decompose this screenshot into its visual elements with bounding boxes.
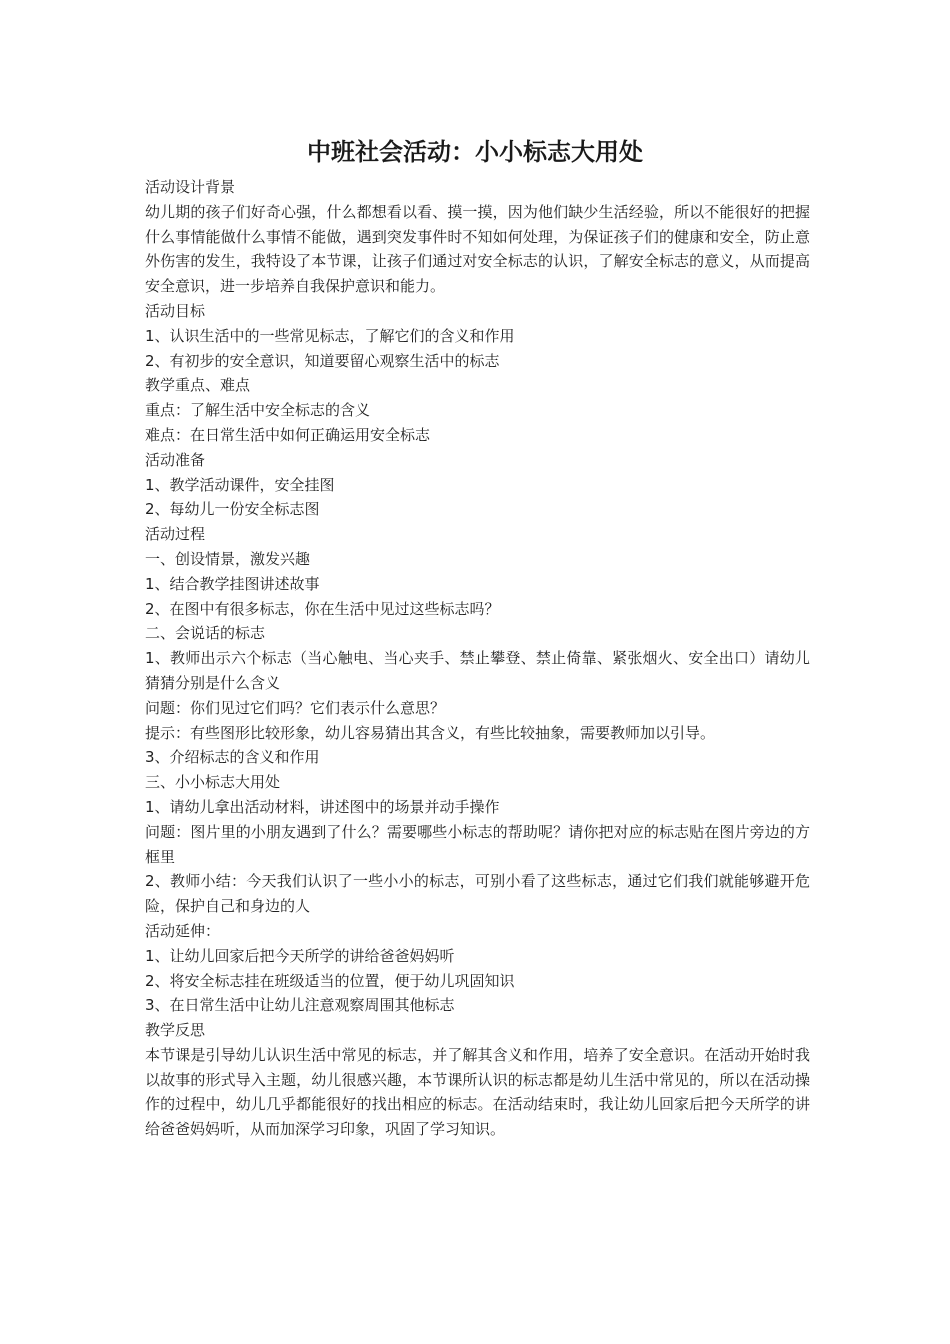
process-item: 1、结合教学挂图讲述故事 bbox=[145, 574, 320, 593]
extension-item: 1、让幼儿回家后把今天所学的讲给爸爸妈妈听 bbox=[145, 946, 455, 965]
preparation-item: 1、教学活动课件，安全挂图 bbox=[145, 475, 335, 494]
goal-item: 1、认识生活中的一些常见标志，了解它们的含义和作用 bbox=[145, 326, 515, 345]
process-item: 1、教师出示六个标志（当心触电、当心夹手、禁止攀登、禁止倚靠、紧张烟火、安全出口）请幼儿猜猜分别是什么含义 bbox=[145, 649, 810, 692]
process-item: 1、请幼儿拿出活动材料，讲述图中的场景并动手操作 bbox=[145, 797, 500, 816]
preparation-item: 2、每幼儿一份安全标志图 bbox=[145, 500, 320, 519]
process-item: 3、介绍标志的含义和作用 bbox=[145, 748, 320, 767]
process-item: 2、在图中有很多标志，你在生活中见过这些标志吗？ bbox=[145, 599, 500, 618]
extension-item: 3、在日常生活中让幼儿注意观察周围其他标志 bbox=[145, 996, 455, 1015]
extension-item: 2、将安全标志挂在班级适当的位置，便于幼儿巩固知识 bbox=[145, 971, 515, 990]
process-question: 问题：图片里的小朋友遇到了什么？需要哪些小标志的帮助呢？请你把对应的标志贴在图片旁边的方框里 bbox=[145, 822, 810, 866]
background-paragraph: 幼儿期的孩子们好奇心强，什么都想看以看、摸一摸，因为他们缺少生活经验，所以不能很好的把握什么事情能做什么事情不能做，遇到突发事件时不知如何处理，为保证孩子们的健康和安全，防止意外伤害的发生，我特设了本节课，让孩子们通过对安全标志的认识，了解安全标志的意义，从而提高安全意识，进一步培养自我保护意识和能力。 bbox=[145, 202, 810, 296]
key-points-heading: 教学重点、难点 bbox=[145, 376, 251, 395]
document-body bbox=[145, 175, 810, 1142]
process-heading: 活动过程 bbox=[145, 525, 206, 544]
reflection-paragraph: 本节课是引导幼儿认识生活中常见的标志，并了解其含义和作用，培养了安全意识。在活动开始时我以故事的形式导入主题，幼儿很感兴趣，本节课所认识的标志都是幼儿生活中常见的，所以在活动操作的过程中，幼儿几乎都能很好的找出相应的标志。在活动结束时，我让幼儿回家后把今天所学的讲给爸爸妈妈听，从而加深学习印象，巩固了学习知识。 bbox=[145, 1045, 810, 1139]
process-summary: 2、教师小结：今天我们认识了一些小小的标志，可别小看了这些标志，通过它们我们就能够避开危险，保护自己和身边的人 bbox=[145, 872, 810, 916]
extension-heading: 活动延伸： bbox=[145, 921, 221, 940]
difficult-point: 难点：在日常生活中如何正确运用安全标志 bbox=[145, 425, 431, 444]
process-question: 问题：你们见过它们吗？它们表示什么意思？ bbox=[145, 698, 446, 717]
process-part-heading: 二、会说话的标志 bbox=[145, 624, 266, 643]
background-heading: 活动设计背景 bbox=[145, 178, 236, 196]
process-hint: 提示：有些图形比较形象，幼儿容易猜出其含义，有些比较抽象，需要教师加以引导。 bbox=[145, 723, 716, 742]
key-point: 重点：了解生活中安全标志的含义 bbox=[145, 401, 371, 420]
goal-item: 2、有初步的安全意识，知道要留心观察生活中的标志 bbox=[145, 351, 500, 370]
preparation-heading: 活动准备 bbox=[145, 450, 206, 469]
process-part-heading: 一、创设情景，激发兴趣 bbox=[145, 549, 311, 568]
reflection-heading: 教学反思 bbox=[145, 1021, 206, 1040]
goals-heading: 活动目标 bbox=[145, 301, 206, 320]
document-title: 中班社会活动：小小标志大用处 bbox=[307, 138, 643, 166]
process-part-heading: 三、小小标志大用处 bbox=[145, 773, 281, 792]
